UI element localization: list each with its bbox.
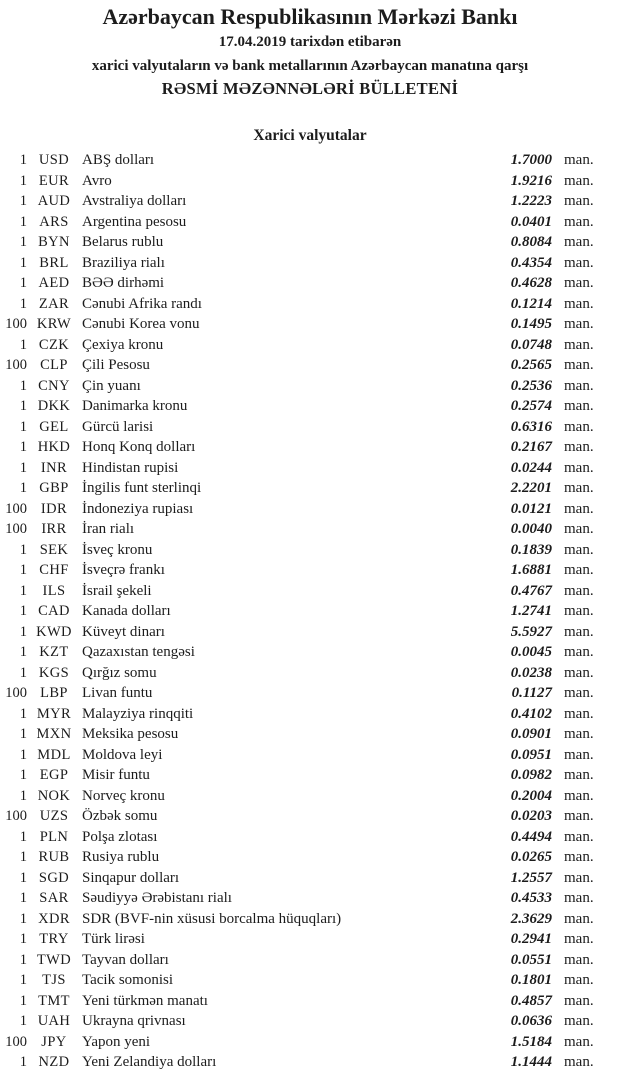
currency-unit: man.	[564, 767, 594, 783]
currency-quantity: 1	[19, 1054, 27, 1070]
currency-rate: 0.4857	[510, 992, 552, 1009]
currency-quantity: 1	[19, 254, 27, 271]
table-row	[0, 396, 620, 417]
currency-rate: 2.2201	[510, 480, 552, 496]
currency-unit: man.	[564, 213, 594, 230]
currency-name: Ukrayna qrivnası	[82, 1013, 186, 1029]
currency-unit: man.	[564, 377, 594, 394]
table-row	[0, 417, 620, 438]
currency-name: Yapon yeni	[82, 1033, 151, 1050]
currency-rate: 0.0401	[510, 213, 552, 230]
table-row	[0, 642, 620, 663]
currency-name: Sinqapur dolları	[82, 869, 180, 886]
currency-name: ABŞ dolları	[82, 152, 155, 168]
currency-name: Avro	[82, 172, 112, 189]
table-row	[0, 560, 620, 581]
table-row	[0, 540, 620, 561]
currency-unit: man.	[564, 193, 594, 209]
currency-rate: 1.6881	[510, 562, 552, 578]
currency-rate: 0.0982	[510, 767, 552, 783]
section-title-foreign-currencies: Xarici valyutalar	[253, 127, 367, 144]
table-row	[0, 806, 620, 827]
table-row	[0, 622, 620, 643]
currency-name: Avstraliya dolları	[82, 193, 187, 209]
currency-unit: man.	[564, 931, 594, 947]
currency-code: DKK	[37, 398, 71, 414]
currency-code: NZD	[38, 1054, 70, 1070]
currency-unit: man.	[564, 910, 594, 927]
currency-quantity: 1	[19, 582, 27, 599]
currency-unit: man.	[564, 951, 594, 968]
currency-name: Türk lirəsi	[82, 931, 145, 947]
table-row	[0, 171, 620, 192]
currency-rate: 1.1444	[510, 1054, 552, 1070]
currency-unit: man.	[564, 521, 594, 537]
table-row	[0, 437, 620, 458]
currency-rate: 0.0551	[510, 951, 552, 968]
currency-quantity: 1	[19, 459, 27, 476]
currency-quantity: 1	[19, 931, 27, 947]
currency-rate: 1.2223	[510, 193, 552, 209]
currency-rate: 0.0238	[510, 664, 552, 681]
table-row	[0, 827, 620, 848]
currency-rate: 2.3629	[510, 910, 552, 927]
currency-quantity: 1	[19, 603, 27, 619]
table-row	[0, 191, 620, 212]
currency-name: İsveç kronu	[82, 541, 153, 558]
currency-quantity: 1	[19, 480, 27, 496]
currency-unit: man.	[564, 1033, 594, 1050]
currency-unit: man.	[564, 254, 594, 271]
table-row	[0, 355, 620, 376]
currency-name: BƏƏ dirhəmi	[82, 275, 165, 291]
currency-quantity: 1	[19, 890, 27, 906]
currency-unit: man.	[564, 439, 594, 455]
currency-rate: 0.8084	[510, 234, 552, 250]
currency-code: BYN	[38, 234, 70, 250]
table-row	[0, 519, 620, 540]
currency-rate: 0.4354	[510, 254, 552, 271]
currency-unit: man.	[564, 1054, 594, 1070]
currency-quantity: 1	[19, 664, 27, 681]
effective-date-line: 17.04.2019 tarixdən etibarən	[218, 34, 402, 50]
currency-quantity: 100	[5, 521, 27, 537]
currency-quantity: 1	[19, 726, 27, 742]
currency-rate: 0.4102	[510, 705, 552, 722]
table-row	[0, 1032, 620, 1053]
currency-code: XDR	[38, 910, 70, 927]
table-row	[0, 150, 620, 171]
currency-name: Özbək somu	[82, 808, 158, 824]
table-row	[0, 478, 620, 499]
currency-rate: 0.0265	[510, 849, 552, 865]
currency-code: RUB	[38, 849, 70, 865]
currency-name: Malayziya rinqqiti	[82, 705, 194, 722]
currency-code: AUD	[37, 193, 71, 209]
currency-code: SGD	[38, 869, 70, 886]
currency-rate: 0.0901	[510, 726, 552, 742]
bank-title: Azərbaycan Respublikasının Mərkəzi Bankı	[102, 4, 518, 29]
currency-code: UZS	[39, 808, 69, 824]
currency-unit: man.	[564, 664, 594, 681]
currency-name: Rusiya rublu	[82, 849, 160, 865]
exchange-rates-table	[0, 150, 620, 1073]
table-row	[0, 724, 620, 745]
currency-unit: man.	[564, 869, 594, 886]
currency-code: MYR	[36, 705, 72, 722]
currency-quantity: 1	[19, 972, 27, 988]
currency-code: KGS	[38, 664, 70, 681]
table-row	[0, 991, 620, 1012]
currency-code: EUR	[38, 172, 70, 189]
currency-name: Cənubi Afrika randı	[82, 295, 202, 312]
currency-code: GBP	[39, 480, 69, 496]
currency-name: Braziliya rialı	[82, 254, 165, 271]
currency-unit: man.	[564, 295, 594, 312]
currency-quantity: 1	[19, 377, 27, 394]
currency-unit: man.	[564, 398, 594, 414]
currency-name: Belarus rublu	[82, 234, 164, 250]
currency-rate: 0.2004	[510, 787, 552, 804]
currency-rate: 0.2536	[510, 377, 552, 394]
currency-unit: man.	[564, 500, 594, 517]
table-row	[0, 335, 620, 356]
table-row	[0, 950, 620, 971]
currency-name: Yeni Zelandiya dolları	[82, 1054, 217, 1070]
currency-rate: 0.1839	[510, 541, 552, 558]
table-row	[0, 601, 620, 622]
currency-code: TWD	[36, 951, 72, 968]
currency-name: Misir funtu	[82, 767, 150, 783]
currency-unit: man.	[564, 685, 594, 701]
table-row	[0, 765, 620, 786]
currency-rate: 0.0203	[510, 808, 552, 824]
table-row	[0, 929, 620, 950]
currency-quantity: 1	[19, 234, 27, 250]
currency-unit: man.	[564, 890, 594, 906]
currency-name: Çexiya kronu	[82, 336, 164, 353]
table-row	[0, 786, 620, 807]
currency-code: NOK	[37, 787, 71, 804]
currency-rate: 1.2741	[510, 603, 552, 619]
currency-code: PLN	[39, 828, 69, 845]
currency-unit: man.	[564, 316, 594, 332]
currency-name: Danimarka kronu	[82, 398, 188, 414]
currency-quantity: 1	[19, 644, 27, 660]
currency-rate: 0.4533	[510, 890, 552, 906]
table-row	[0, 376, 620, 397]
currency-code: KRW	[36, 316, 72, 332]
currency-unit: man.	[564, 1013, 594, 1029]
currency-quantity: 1	[19, 193, 27, 209]
table-row	[0, 458, 620, 479]
currency-unit: man.	[564, 172, 594, 189]
currency-name: Argentina pesosu	[82, 213, 187, 230]
currency-unit: man.	[564, 644, 594, 660]
currency-unit: man.	[564, 418, 594, 435]
currency-name: İndoneziya rupiası	[82, 500, 194, 517]
currency-name: Yeni türkmən manatı	[82, 992, 208, 1009]
currency-unit: man.	[564, 336, 594, 353]
currency-code: IDR	[40, 500, 68, 517]
currency-code: KZT	[39, 644, 69, 660]
currency-unit: man.	[564, 603, 594, 619]
currency-code: UAH	[37, 1013, 71, 1029]
currency-rate: 0.0636	[510, 1013, 552, 1029]
currency-quantity: 1	[19, 787, 27, 804]
currency-name: Livan funtu	[82, 685, 153, 701]
table-row	[0, 683, 620, 704]
currency-quantity: 100	[5, 685, 27, 701]
currency-name: Gürcü larisi	[82, 418, 154, 435]
table-row	[0, 909, 620, 930]
table-row	[0, 314, 620, 335]
currency-quantity: 100	[5, 357, 27, 373]
currency-code: ARS	[39, 213, 69, 230]
currency-rate: 0.0244	[510, 459, 552, 476]
currency-rate: 0.0121	[510, 500, 552, 517]
table-row	[0, 273, 620, 294]
currency-rate: 0.0951	[510, 746, 552, 763]
currency-rate: 0.1127	[511, 685, 552, 701]
currency-rate: 0.0748	[510, 336, 552, 353]
currency-quantity: 1	[19, 767, 27, 783]
currency-name: Çili Pesosu	[82, 357, 150, 373]
currency-quantity: 1	[19, 992, 27, 1009]
currency-code: JPY	[41, 1033, 67, 1050]
currency-quantity: 1	[19, 705, 27, 722]
currency-code: TRY	[39, 931, 69, 947]
currency-rate: 0.2574	[510, 398, 552, 414]
currency-quantity: 1	[19, 1013, 27, 1029]
currency-rate: 0.1214	[510, 295, 552, 312]
currency-unit: man.	[564, 152, 594, 168]
currency-unit: man.	[564, 972, 594, 988]
table-row	[0, 1011, 620, 1032]
currency-code: AED	[38, 275, 70, 291]
currency-name: SDR (BVF-nin xüsusi borcalma hüquqları)	[82, 910, 342, 927]
currency-quantity: 1	[19, 562, 27, 578]
currency-quantity: 1	[19, 418, 27, 435]
currency-quantity: 1	[19, 336, 27, 353]
currency-quantity: 1	[19, 439, 27, 455]
currency-code: MXN	[36, 726, 72, 742]
currency-code: KWD	[36, 623, 72, 640]
currency-code: CAD	[38, 603, 70, 619]
currency-unit: man.	[564, 849, 594, 865]
currency-code: GEL	[39, 418, 69, 435]
table-row	[0, 499, 620, 520]
currency-name: Polşa zlotası	[82, 828, 158, 845]
currency-code: CLP	[40, 357, 68, 373]
table-row	[0, 294, 620, 315]
currency-name: Qazaxıstan tengəsi	[82, 644, 195, 660]
currency-name: İsveçrə frankı	[82, 562, 165, 578]
currency-rate: 0.1495	[510, 316, 552, 332]
currency-name: Hindistan rupisi	[82, 459, 179, 476]
currency-unit: man.	[564, 828, 594, 845]
currency-quantity: 1	[19, 910, 27, 927]
currency-code: TMT	[38, 992, 70, 1009]
currency-unit: man.	[564, 787, 594, 804]
currency-code: ILS	[42, 582, 66, 599]
currency-name: Moldova leyi	[82, 746, 163, 763]
currency-rate: 0.4628	[510, 275, 552, 291]
currency-unit: man.	[564, 726, 594, 742]
currency-name: Çin yuanı	[82, 377, 141, 394]
currency-rate: 0.0045	[510, 644, 552, 660]
currency-quantity: 100	[5, 316, 27, 332]
currency-quantity: 100	[5, 808, 27, 824]
currency-name: İngilis funt sterlinqi	[82, 480, 202, 496]
currency-name: Tacik somonisi	[82, 972, 174, 988]
currency-name: Tayvan dolları	[82, 951, 169, 968]
currency-unit: man.	[564, 275, 594, 291]
currency-name: Küveyt dinarı	[82, 623, 165, 640]
currency-quantity: 1	[19, 295, 27, 312]
currency-unit: man.	[564, 746, 594, 763]
table-row	[0, 663, 620, 684]
currency-code: IRR	[41, 521, 67, 537]
currency-unit: man.	[564, 623, 594, 640]
currency-code: HKD	[37, 439, 71, 455]
table-row	[0, 581, 620, 602]
currency-name: İran rialı	[82, 521, 135, 537]
currency-rate: 0.4494	[510, 828, 552, 845]
currency-unit: man.	[564, 992, 594, 1009]
currency-rate: 5.5927	[510, 623, 552, 640]
currency-code: INR	[40, 459, 68, 476]
table-row	[0, 232, 620, 253]
currency-code: EGP	[39, 767, 69, 783]
currency-quantity: 1	[19, 746, 27, 763]
table-row	[0, 970, 620, 991]
currency-quantity: 1	[19, 623, 27, 640]
currency-code: MDL	[37, 746, 71, 763]
currency-code: CNY	[38, 377, 70, 394]
table-row	[0, 253, 620, 274]
currency-name: Norveç kronu	[82, 787, 165, 804]
currency-quantity: 100	[5, 1033, 27, 1050]
currency-rate: 1.9216	[510, 172, 552, 189]
currency-quantity: 1	[19, 828, 27, 845]
currency-code: CZK	[38, 336, 70, 353]
currency-rate: 0.2941	[510, 931, 552, 947]
currency-quantity: 100	[5, 500, 27, 517]
table-row	[0, 745, 620, 766]
currency-name: Kanada dolları	[82, 603, 171, 619]
currency-code: CHF	[39, 562, 69, 578]
currency-name: Meksika pesosu	[82, 726, 179, 742]
table-row	[0, 704, 620, 725]
currency-code: LBP	[40, 685, 68, 701]
currency-name: İsrail şekeli	[82, 582, 152, 599]
currency-unit: man.	[564, 234, 594, 250]
currency-name: Honq Konq dolları	[82, 439, 196, 455]
currency-unit: man.	[564, 541, 594, 558]
currency-code: ZAR	[38, 295, 70, 312]
currency-quantity: 1	[19, 275, 27, 291]
subject-line: xarici valyutaların və bank metallarının Azərbaycan manatına qarşı	[91, 58, 529, 74]
currency-rate: 0.2565	[510, 357, 552, 373]
currency-rate: 1.7000	[510, 152, 552, 168]
currency-unit: man.	[564, 480, 594, 496]
currency-rate: 1.5184	[510, 1033, 552, 1050]
currency-unit: man.	[564, 705, 594, 722]
currency-quantity: 1	[19, 152, 27, 168]
currency-code: USD	[38, 152, 70, 168]
table-row	[0, 888, 620, 909]
currency-name: Səudiyyə Ərəbistanı rialı	[82, 890, 232, 906]
currency-code: BRL	[39, 254, 69, 271]
currency-quantity: 1	[19, 869, 27, 886]
currency-rate: 0.1801	[510, 972, 552, 988]
table-row	[0, 847, 620, 868]
currency-code: SEK	[39, 541, 69, 558]
currency-rate: 0.4767	[510, 582, 552, 599]
currency-quantity: 1	[19, 849, 27, 865]
currency-unit: man.	[564, 357, 594, 373]
currency-quantity: 1	[19, 172, 27, 189]
currency-rate: 0.0040	[510, 521, 552, 537]
currency-rate: 0.6316	[510, 418, 552, 435]
currency-unit: man.	[564, 562, 594, 578]
currency-quantity: 1	[19, 951, 27, 968]
currency-quantity: 1	[19, 213, 27, 230]
table-row	[0, 212, 620, 233]
currency-quantity: 1	[19, 398, 27, 414]
currency-name: Qırğız somu	[82, 664, 157, 681]
currency-rate: 1.2557	[510, 869, 552, 886]
currency-unit: man.	[564, 582, 594, 599]
currency-quantity: 1	[19, 541, 27, 558]
bulletin-title: RƏSMİ MƏZƏNNƏLƏRİ BÜLLETENİ	[161, 79, 459, 98]
currency-name: Cənubi Korea vonu	[82, 316, 200, 332]
table-row	[0, 1052, 620, 1073]
currency-code: SAR	[39, 890, 69, 906]
table-row	[0, 868, 620, 889]
currency-unit: man.	[564, 808, 594, 824]
currency-unit: man.	[564, 459, 594, 476]
currency-rate: 0.2167	[510, 439, 552, 455]
currency-code: TJS	[42, 972, 66, 988]
